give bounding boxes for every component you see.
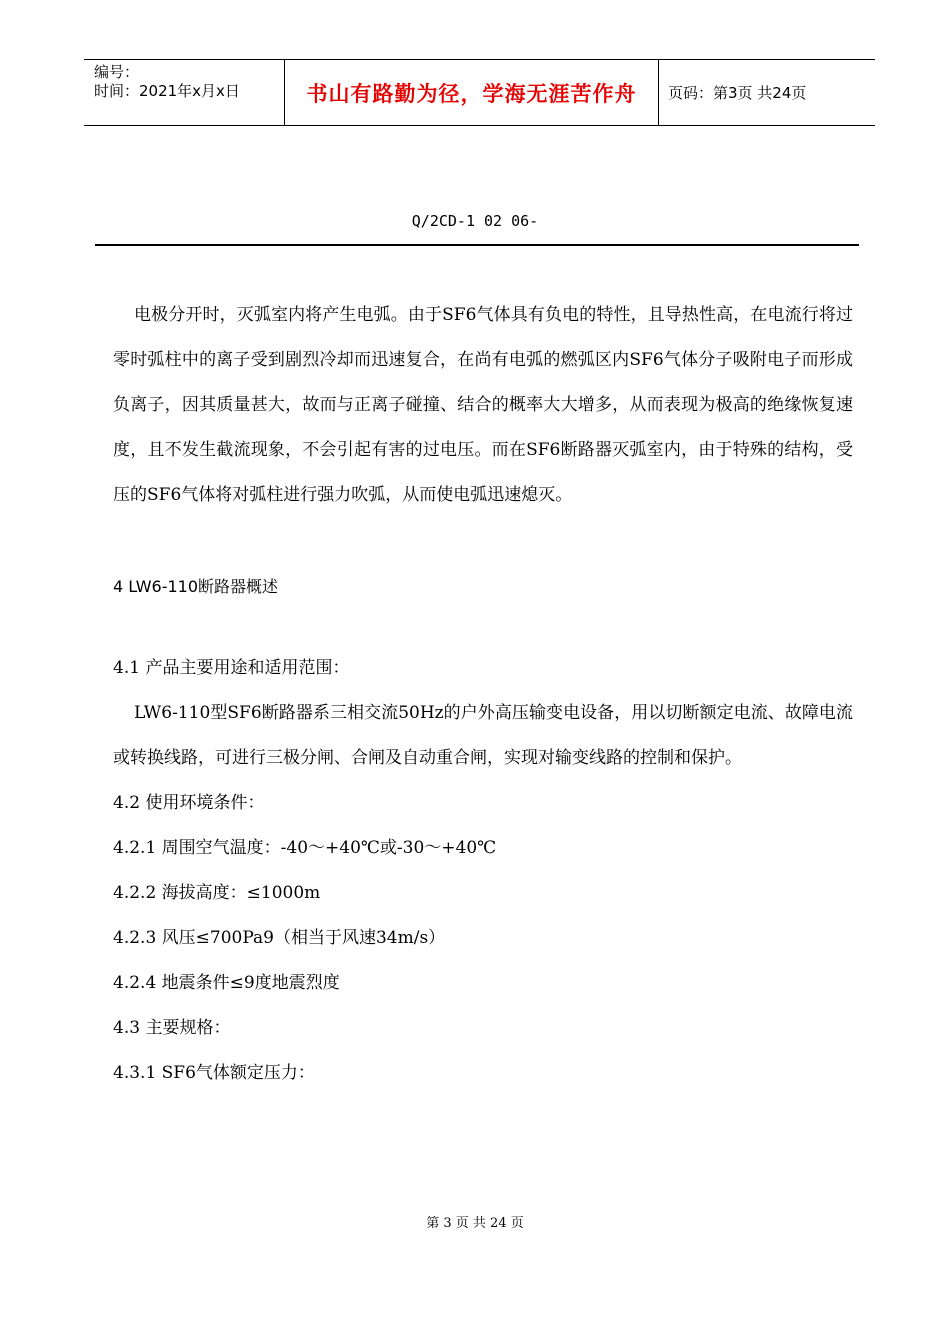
header-page-info: 页码：第3页 共24页 (668, 84, 807, 102)
header-meta (84, 60, 285, 125)
intro-paragraph: 电极分开时，灭弧室内将产生电弧。由于SF6气体具有负电的特性，且导热性高，在电流行将过零时弧柱中的离子受到剧烈冷却而迅速复合，在尚有电弧的燃弧区内SF6气体分子吸附电子而形成负离子，因其质量甚大，故而与正离子碰撞、结合的概率大大增多，从而表现为极高的绝缘恢复速度，且不发生截流现象，不会引起有害的过电压。而在SF6断路器灭弧室内，由于特殊的结构，受压的SF6气体将对弧柱进行强力吹弧，从而使电弧迅速熄灭。 (113, 305, 853, 505)
document-code: Q/2CD-1 02 06- (411, 212, 539, 230)
section-4-2-3: 4.2.3 风压≤700Pa9（相当于风速34m/s） (113, 928, 446, 948)
section-4-3-1: 4.3.1 SF6气体额定压力： (113, 1063, 315, 1083)
section-4-title: 4 LW6-110断路器概述 (113, 577, 279, 596)
document-body (113, 293, 853, 1096)
section-4-1-paragraph: LW6-110型SF6断路器系三相交流50Hz的户外高压输变电设备，用以切断额定电流、故障电流或转换线路，可进行三极分闸、合闸及自动重合闸，实现对输变线路的控制和保护。 (113, 703, 853, 768)
section-4-2-4: 4.2.4 地震条件≤9度地震烈度 (113, 973, 340, 993)
section-4-2-heading: 4.2 使用环境条件： (113, 793, 265, 813)
section-4-1-heading: 4.1 产品主要用途和适用范围： (113, 658, 350, 678)
header-rule (95, 244, 859, 246)
number-label: 编号： (94, 63, 140, 81)
time-label: 时间：2021年x月x日 (94, 82, 240, 100)
section-4-2-2: 4.2.2 海拔高度：≤1000m (113, 883, 321, 903)
page-footer: 第 3 页 共 24 页 (426, 1216, 524, 1231)
header-motto: 书山有路勤为径，学海无涯苦作舟 (285, 60, 659, 125)
header-table (84, 59, 875, 126)
section-4-2-1: 4.2.1 周围空气温度：-40～+40℃或-30～+40℃ (113, 838, 497, 858)
section-4-3-heading: 4.3 主要规格： (113, 1018, 231, 1038)
